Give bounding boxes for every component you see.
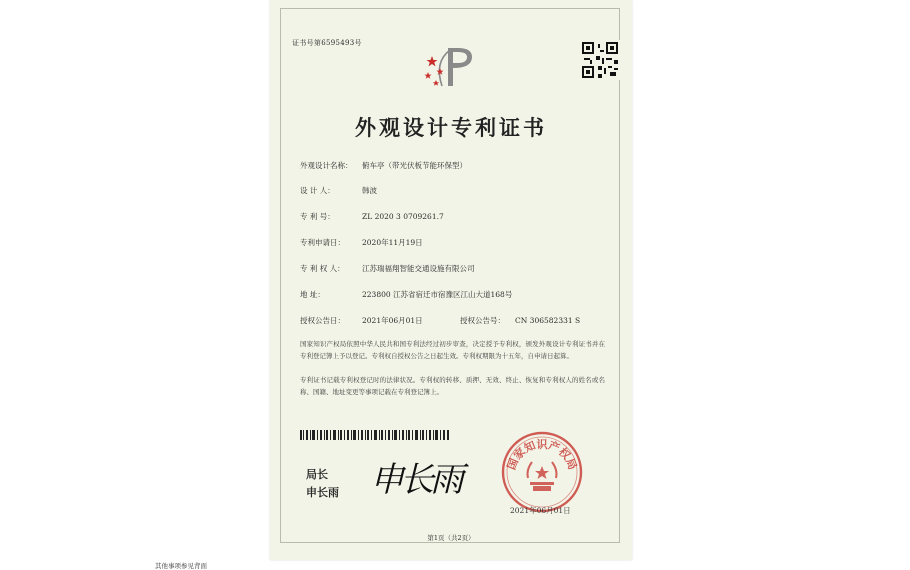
certificate-sheet	[270, 0, 632, 560]
field-value: 223800 江苏省宿迁市宿豫区江山大道168号	[362, 290, 513, 299]
field-value: 俯车亭（带光伏板节能环保型）	[362, 161, 467, 170]
signer-title: 局长	[306, 468, 328, 481]
legal-paragraph-2: 专利证书记载专利权登记时的法律状况。专利权的转移、质押、无效、终止、恢复和专利权人的姓名或名称、国籍、地址变更等事项记载在专利登记簿上。	[300, 376, 605, 396]
barcode-icon	[300, 430, 450, 440]
field-label: 专 利 权 人：	[300, 264, 345, 273]
field-patent-number	[300, 211, 444, 222]
page-number: 第1页（共2页）	[427, 534, 475, 542]
svg-text:国家知识产权局: 国家知识产权局	[504, 438, 580, 472]
field-patentee	[300, 263, 475, 274]
field-value: CN 306582331 S	[515, 316, 581, 325]
field-label: 专 利 号：	[300, 212, 335, 221]
field-value: 2020年11月19日	[362, 238, 423, 247]
certificate-number: 证书号第6595493号	[292, 39, 362, 47]
field-grant-date	[300, 315, 423, 326]
field-announce-number	[460, 315, 580, 326]
field-application-date	[300, 237, 423, 248]
field-label: 地 址：	[300, 290, 325, 299]
official-seal-icon	[500, 430, 584, 514]
field-value: 2021年06月01日	[362, 316, 423, 325]
field-label: 外观设计名称：	[300, 161, 353, 170]
field-value: 韩波	[362, 186, 377, 195]
field-design-name	[300, 160, 467, 171]
director-signature: 申长雨	[370, 460, 460, 500]
field-label: 设 计 人：	[300, 186, 335, 195]
legal-paragraph-1: 国家知识产权局依照中华人民共和国专利法经过初步审查，决定授予专利权，颁发外观设计专利证书并在专利登记簿上予以登记。专利权自授权公告之日起生效。专利权期限为十五年，自申请日起算。	[300, 340, 605, 360]
back-page-note: 其他事项参见背面	[155, 562, 207, 570]
field-value: ZL 2020 3 0709261.7	[362, 212, 444, 221]
field-address	[300, 289, 512, 300]
field-label: 专利申请日：	[300, 238, 345, 247]
field-label: 授权公告号：	[460, 316, 505, 325]
field-designer	[300, 185, 377, 196]
field-label: 授权公告日：	[300, 316, 345, 325]
seal-date: 2021年06月01日	[510, 506, 571, 515]
signer-name: 申长雨	[306, 486, 339, 499]
certificate-title: 外观设计专利证书	[355, 115, 547, 140]
cnipa-logo-icon	[420, 42, 484, 90]
field-value: 江苏瑞福翔智能交通设施有限公司	[362, 264, 475, 273]
qr-code-icon	[580, 40, 620, 80]
